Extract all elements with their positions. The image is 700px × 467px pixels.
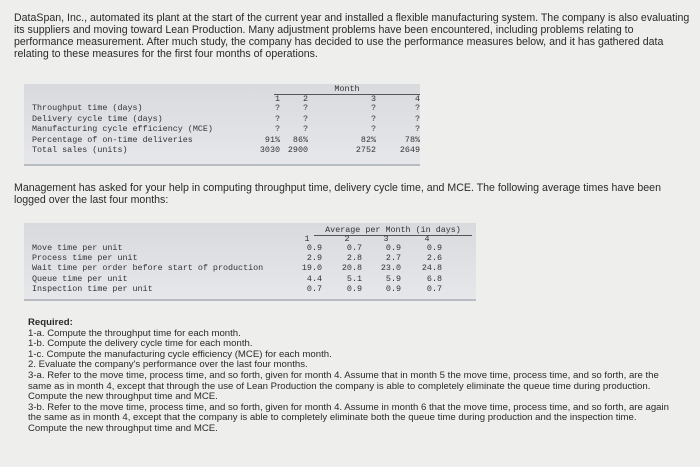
- performance-measures-table: [24, 84, 420, 166]
- row-label: Total sales (units): [32, 145, 128, 155]
- month-header: 3: [383, 234, 389, 244]
- required-title: Required:: [28, 317, 73, 328]
- required-section: [28, 318, 678, 435]
- cell-value: 82%: [360, 134, 376, 145]
- cell-value: 2752: [355, 145, 376, 155]
- middle-paragraph: Management has asked for your help in computing throughput time, delivery cycle time, and MCE. The following average times have been logged over the last four months:: [14, 182, 661, 206]
- cell-value: 91%: [264, 134, 280, 145]
- row-label: Percentage of on-time deliveries: [32, 134, 193, 145]
- cell-value: ?: [370, 113, 376, 124]
- average-times-table: [24, 223, 476, 301]
- table-row: [24, 124, 420, 134]
- month-header: 1: [274, 94, 280, 104]
- table-row: [24, 135, 420, 145]
- month-header: 2: [344, 234, 350, 244]
- average-group-header: Average per Month (in days): [314, 225, 472, 236]
- cell-value: 0.9: [385, 283, 401, 294]
- table-row: [24, 103, 420, 113]
- cell-value: 3030: [259, 145, 280, 155]
- cell-value: ?: [274, 124, 280, 134]
- month-header: 2: [302, 94, 308, 104]
- required-item: 1-c. Compute the manufacturing cycle efficiency (MCE) for each month.: [28, 348, 332, 360]
- cell-value: ?: [274, 113, 280, 124]
- table-row: [24, 274, 476, 284]
- cell-value: 86%: [292, 134, 308, 145]
- row-label: Inspection time per unit: [32, 283, 153, 294]
- month-header: 4: [414, 94, 420, 104]
- cell-value: 20.8: [341, 263, 362, 274]
- cell-value: ?: [302, 124, 308, 134]
- cell-value: 0.9: [306, 243, 322, 253]
- cell-value: 0.7: [306, 283, 322, 294]
- cell-value: 24.8: [421, 263, 442, 274]
- required-item: 1-b. Compute the delivery cycle time for each month.: [28, 338, 253, 350]
- table-row: [24, 145, 420, 155]
- row-label: Queue time per unit: [32, 273, 128, 284]
- month-header: 3: [370, 94, 376, 104]
- month-header: 1: [304, 234, 310, 244]
- month-group-header: Month: [274, 84, 420, 95]
- cell-value: 19.0: [301, 263, 322, 274]
- cell-value: 78%: [404, 134, 420, 145]
- row-label: Process time per unit: [32, 253, 138, 264]
- cell-value: 0.7: [426, 283, 442, 294]
- cell-value: 0.9: [426, 243, 442, 253]
- cell-value: 2.6: [426, 253, 442, 264]
- required-item: 3-b. Refer to the move time, process time, and so forth, given for month 4. Assume in month 6 that the move time, process time, and so forth, are again the same as in month 4, except that the company is able to completely eliminate both the queue time during production and the inspection time. Compute the new throughput time and MCE.: [28, 401, 669, 434]
- row-label: Wait time per order before start of production: [32, 263, 264, 274]
- cell-value: ?: [370, 103, 376, 113]
- cell-value: 2.8: [346, 253, 362, 264]
- cell-value: 4.4: [306, 273, 322, 284]
- cell-value: 23.0: [380, 263, 401, 274]
- cell-value: 6.8: [426, 273, 442, 284]
- cell-value: ?: [414, 124, 420, 134]
- cell-value: ?: [274, 103, 280, 113]
- required-item: 1-a. Compute the throughput time for each month.: [28, 327, 241, 339]
- cell-value: 5.9: [385, 273, 401, 284]
- row-label: Delivery cycle time (days): [32, 113, 163, 124]
- required-item: 3-a. Refer to the move time, process time, and so forth, given for month 4. Assume that in month 5 the move time, process time, and so forth, are the same as in month 4, except that through the use of Lean Production the company is able to completely eliminate the queue time during production. Compute the new throughput time and MCE.: [28, 369, 659, 403]
- table-row: [24, 253, 476, 263]
- cell-value: ?: [302, 113, 308, 124]
- row-label: Move time per unit: [32, 243, 123, 253]
- row-label: Manufacturing cycle efficiency (MCE): [32, 124, 213, 134]
- cell-value: 2900: [287, 145, 308, 155]
- cell-value: 2.9: [306, 253, 322, 264]
- intro-paragraph: DataSpan, Inc., automated its plant at the start of the current year and installed a flexible manufacturing system. The company is also evaluating its suppliers and moving toward Lean Production. Many adjustment problems have been encountered, including problems relating to performance measurement. After much study, the company has decided to use the performance measures below, and it has gathered data relating to these measures for the first four months of operations.: [14, 12, 690, 60]
- cell-value: 2649: [399, 145, 420, 155]
- table-row: [24, 263, 476, 273]
- table-row: [24, 114, 420, 124]
- cell-value: 5.1: [346, 273, 362, 284]
- cell-value: ?: [302, 103, 308, 113]
- cell-value: ?: [414, 103, 420, 113]
- cell-value: 0.9: [346, 283, 362, 294]
- cell-value: 0.7: [346, 243, 362, 253]
- cell-value: 2.7: [385, 253, 401, 264]
- table-row: [24, 284, 476, 294]
- cell-value: ?: [370, 124, 376, 134]
- required-item: 2. Evaluate the company's performance over the last four months.: [28, 359, 308, 371]
- month-header: 4: [424, 234, 430, 244]
- row-label: Throughput time (days): [32, 103, 143, 113]
- cell-value: 0.9: [385, 243, 401, 253]
- cell-value: ?: [414, 113, 420, 124]
- table-row: [24, 243, 476, 253]
